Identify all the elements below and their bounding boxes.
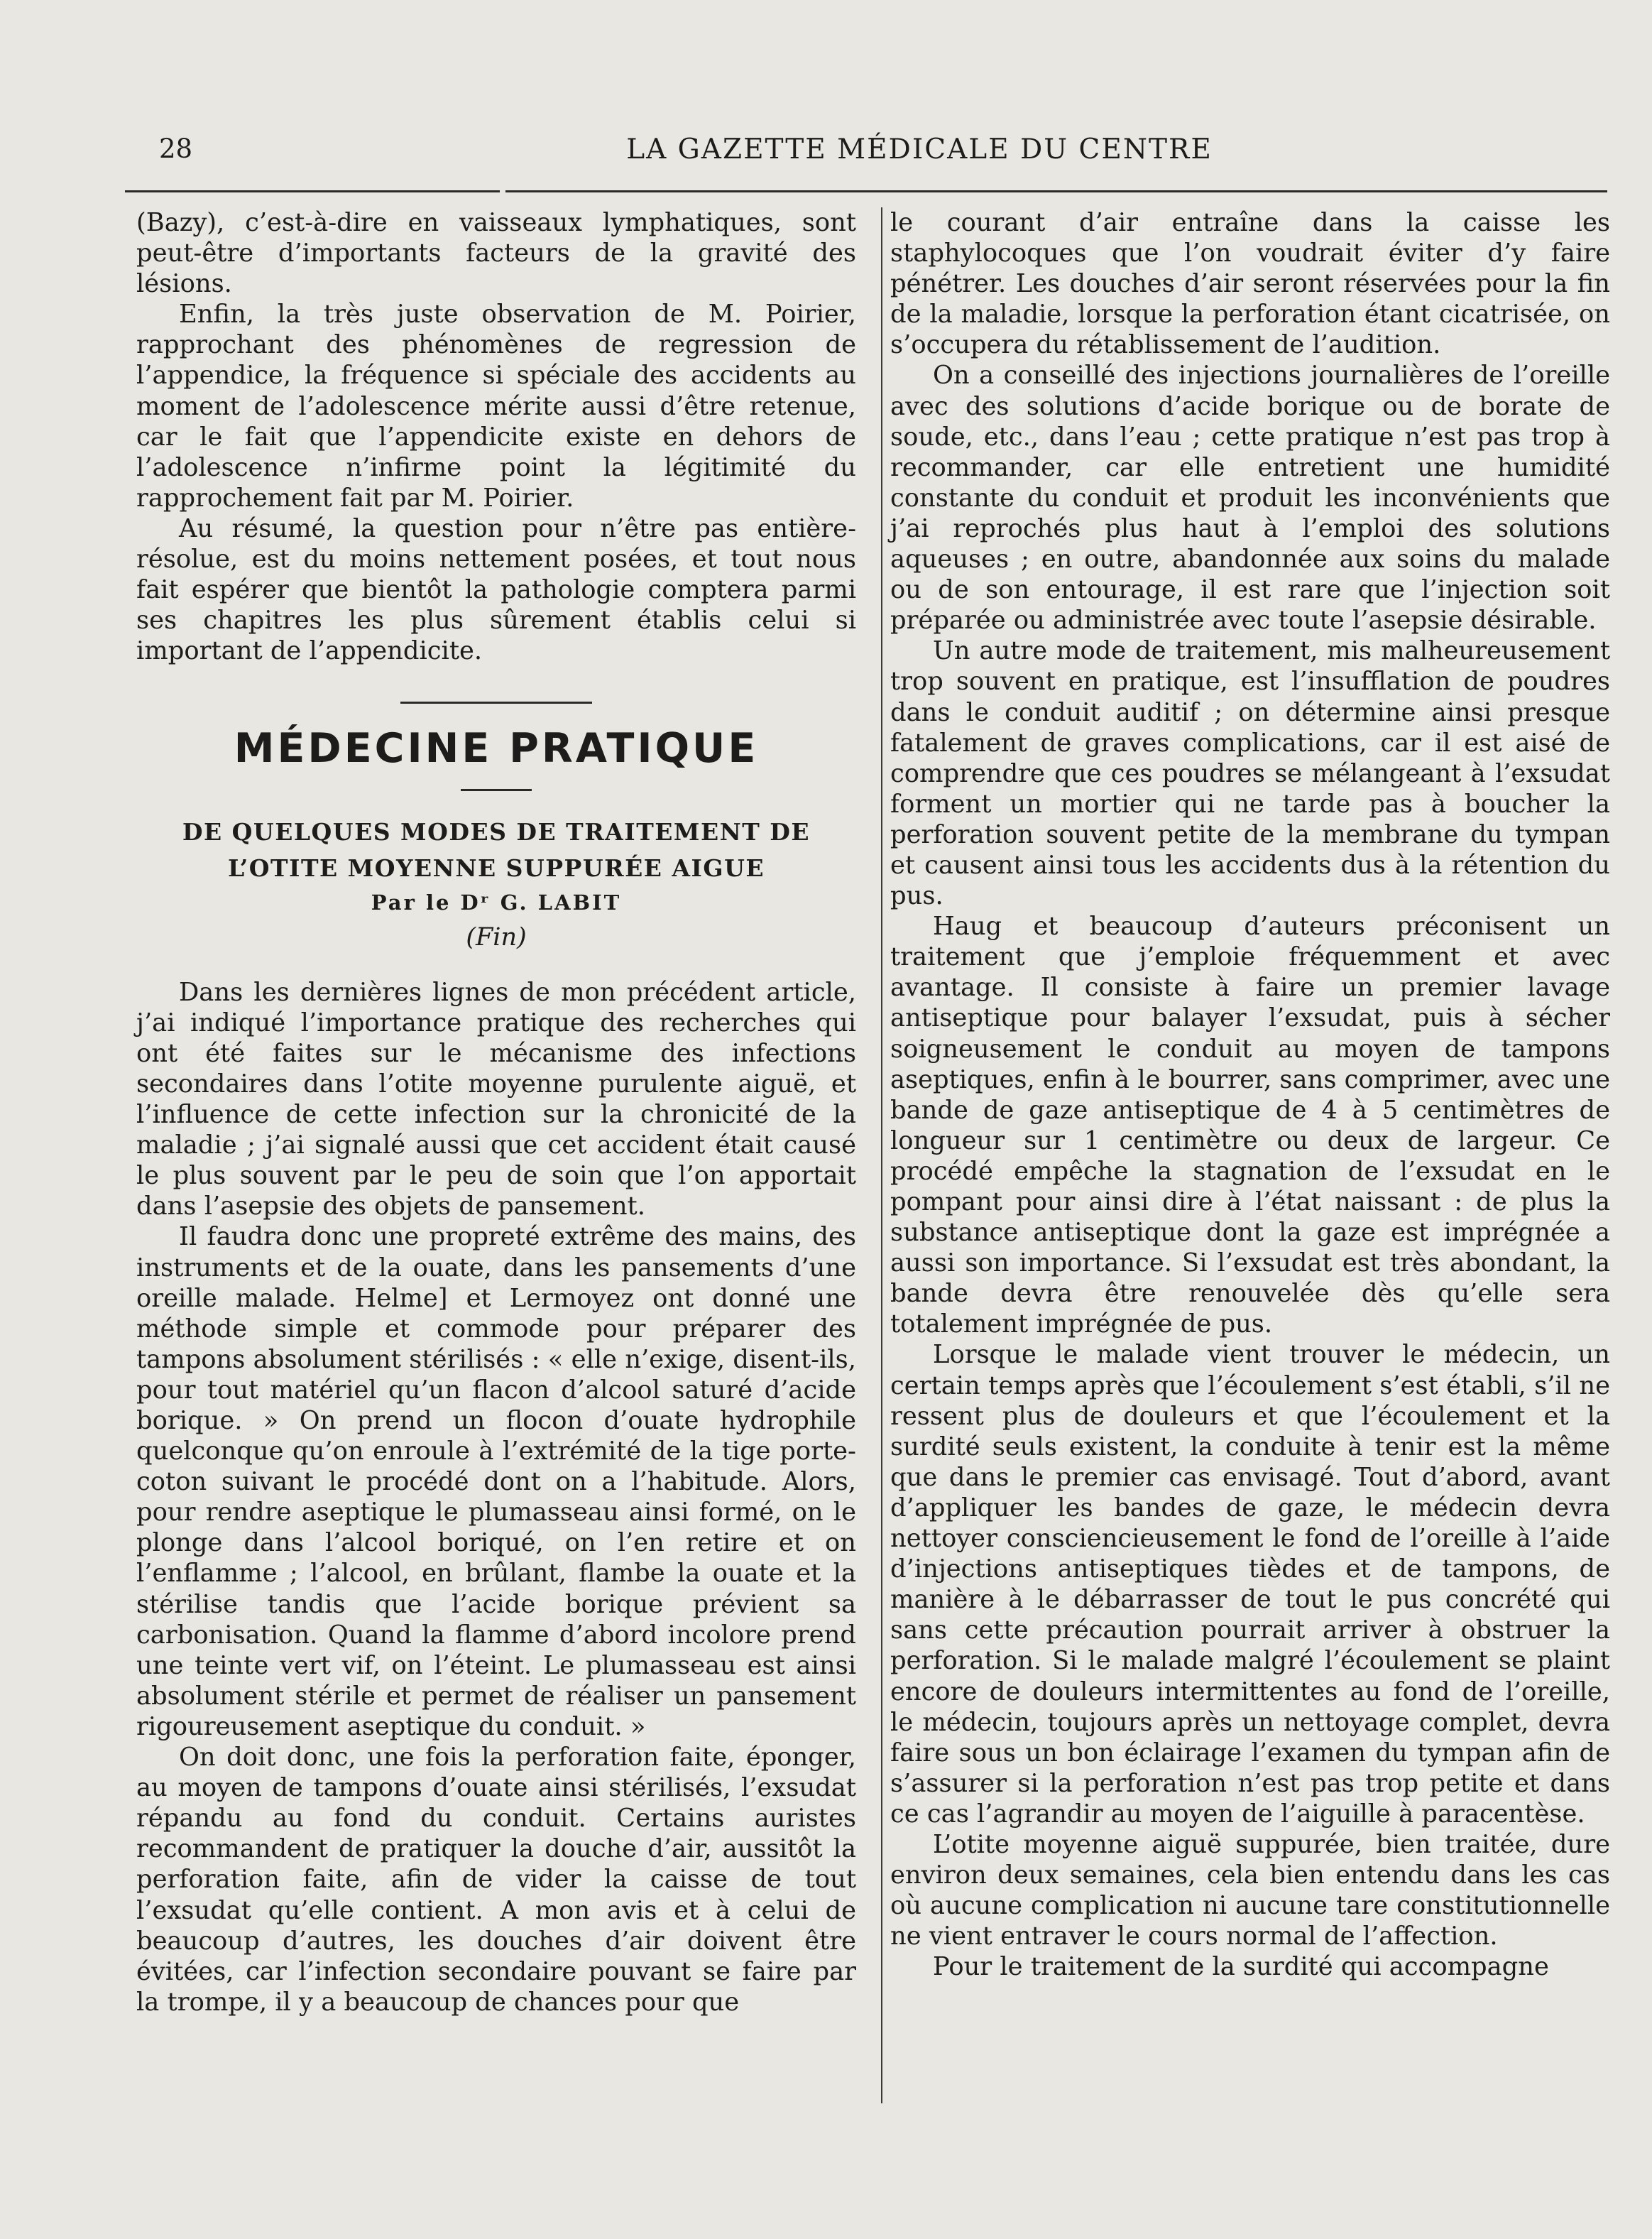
- running-head: [125, 132, 1607, 175]
- byline: Par le Dʳ G. LABIT: [371, 890, 622, 915]
- article-title-line-2: L’OTITE MOYENNE SUPPURÉE AIGUE: [227, 854, 765, 882]
- paragraph: Un autre mode de traitement, mis malheureusement trop souvent en pratique, est l’insufflation de poudres dans le conduit auditif ; on détermine ainsi presque fatalement de graves complications, car il est aisé de comprendre que ces poudres se mélangeant à l’exsudat forment un mortier qui ne tarde pas à boucher la perforation souvent petite de la membrane du tympan et causent ainsi tous les accidents dus à la rétention du pus.: [890, 636, 1610, 911]
- paragraph: Dans les dernières lignes de mon précédent article, j’ai indiqué l’importance pratique des recherches qui ont été faites sur le mécanisme des infections secondaires dans l’otite moyenne purulente aiguë, et l’influence de cette infection sur la chronicité de la maladie ; j’ai signalé aussi que cet accident était causé le plus souvent par le peu de soin que l’on apportait dans l’asepsie des objets de pansement.: [136, 977, 856, 1221]
- header-rule-left: [125, 190, 500, 192]
- page-number: 28: [159, 134, 193, 164]
- paragraph: Lorsque le malade vient trouver le médecin, un certain temps après que l’écoulement s’est établi, s’il ne ressent plus de douleurs et que l’écoulement et la surdité seuls existent, la conduite à tenir est la même que dans le premier cas envisagé. Tout d’abord, avant d’appliquer les bandes de gaze, le médecin devra nettoyer consciencieusement le fond de l’oreille à l’aide d’injections antiseptiques tièdes et de tampons, de manière à le débarrasser de tout le pus concrété qui sans cette précaution pourrait arriver à obstruer la perforation. Si le malade malgré l’écoulement se plaint encore de douleurs intermittentes au fond de l’oreille, le médecin, toujours après un nettoyage complet, devra faire sous un bon éclairage l’examen du tympan afin de s’assurer si la perforation n’est pas trop petite et dans ce cas l’agrandir au moyen de l’aiguille à paracentèse.: [890, 1340, 1610, 1829]
- paragraph: Enfin, la très juste observation de M. Poirier, rapprochant des phénomènes de regression de l’appendice, la fréquence si spéciale des accidents au moment de l’adolescence mérite aussi d’être retenue, car le fait que l’appendicite existe en dehors de l’adolescence n’infirme point la légitimité du rapprochement fait par M. Poirier.: [136, 300, 856, 513]
- paragraph: Il faudra donc une propreté extrême des mains, des instruments et de la ouate, dans les pansements d’une oreille malade. Helme] et Lermoyez ont donné une méthode simple et commode pour préparer des tampons absolument stérilisés : « elle n’exige, disent-ils, pour tout matériel qu’un flacon d’alcool saturé d’acide borique. » On prend un flocon d’ouate hydrophile quelconque qu’on enroule à l’extrémité de la tige porte-coton suivant le procédé dont on a l’habitude. Alors, pour rendre aseptique le plumasseau ainsi formé, on le plonge dans l’alcool boriqué, on l’en retire et on l’enflamme ; l’alcool, en brûlant, flambe la ouate et la stérilise tandis que l’acide borique prévient sa carbonisation. Quand la flamme d’abord incolore prend une teinte vert vif, on l’éteint. Le plumasseau est ainsi absolument stérile et permet de réaliser un pansement rigoureusement aseptique du conduit. »: [136, 1222, 856, 1741]
- fin-note: (Fin): [466, 922, 527, 952]
- left-column: [136, 207, 856, 2017]
- paragraph: (Bazy), c’est-à-dire en vaisseaux lymphatiques, sont peut-être d’importants facteurs de la gravité des lésions.: [136, 208, 856, 299]
- section-separator-rule: [400, 702, 592, 704]
- paragraph: Au résumé, la question pour n’être pas entière-résolue, est du moins nettement posées, et tout nous fait espérer que bientôt la pathologie comptera parmi ses chapitres les plus sûrement établis celui si important de l’appendicite.: [136, 513, 856, 666]
- article-title-line-1: DE QUELQUES MODES DE TRAITEMENT DE: [182, 817, 811, 846]
- paragraph: Haug et beaucoup d’auteurs préconisent un traitement que j’emploie fréquemment et avec avantage. Il consiste à faire un premier lavage antiseptique pour balayer l’exsudat, puis à sécher soigneusement le conduit au moyen de tampons aseptiques, enfin à le bourrer, sans comprimer, avec une bande de gaze antiseptique de 4 à 5 centimètres de longueur sur 1 centimètre ou deux de largeur. Ce procédé empêche la stagnation de l’exsudat en le pompant pour ainsi dire à l’état naissant : de plus la substance antiseptique dont la gaze est imprégnée a aussi son importance. Si l’exsudat est très abondant, la bande devra être renouvelée dès qu’elle sera totalement imprégnée de pus.: [890, 912, 1610, 1339]
- section-title: MÉDECINE PRATIQUE: [234, 725, 759, 773]
- paragraph: On a conseillé des injections journalières de l’oreille avec des solutions d’acide borique ou de borate de soude, etc., dans l’eau ; cette pratique n’est pas trop à recommander, car elle entretient une humidité constante du conduit et produit les inconvénients que j’ai reprochés plus haut à l’emploi des solutions aqueuses ; en outre, abandonnée aux soins du malade ou de son entourage, il est rare que l’injection soit préparée ou administrée avec toute l’asepsie désirable.: [890, 361, 1610, 636]
- right-column: [890, 207, 1610, 1982]
- paragraph: On doit donc, une fois la perforation faite, éponger, au moyen de tampons d’ouate ainsi stérilisés, l’exsudat répandu au fond du conduit. Certains auristes recommandent de pratiquer la douche d’air, aussitôt la perforation faite, afin de vider la caisse de tout l’exsudat qu’elle contient. A mon avis et à celui de beaucoup d’autres, les douches d’air doivent être évitées, car l’infection secondaire pouvant se faire par la trompe, il y a beaucoup de chances pour que: [136, 1743, 856, 2017]
- paragraph: le courant d’air entraîne dans la caisse les staphylocoques que l’on voudrait éviter d’y faire pénétrer. Les douches d’air seront réservées pour la fin de la maladie, lorsque la perforation étant cicatrisée, on s’occupera du rétablissement de l’audition.: [890, 208, 1610, 360]
- paragraph: L’otite moyenne aiguë suppurée, bien traitée, dure environ deux semaines, cela bien entendu dans les cas où aucune complication ni aucune tare constitutionnelle ne vient entraver le cours normal de l’affection.: [890, 1829, 1610, 1951]
- paragraph: Pour le traitement de la surdité qui accompagne: [933, 1952, 1549, 1982]
- column-divider: [881, 207, 882, 2103]
- journal-title: LA GAZETTE MÉDICALE DU CENTRE: [626, 134, 1213, 165]
- header-rule-right: [505, 190, 1607, 192]
- title-rule: [461, 789, 532, 791]
